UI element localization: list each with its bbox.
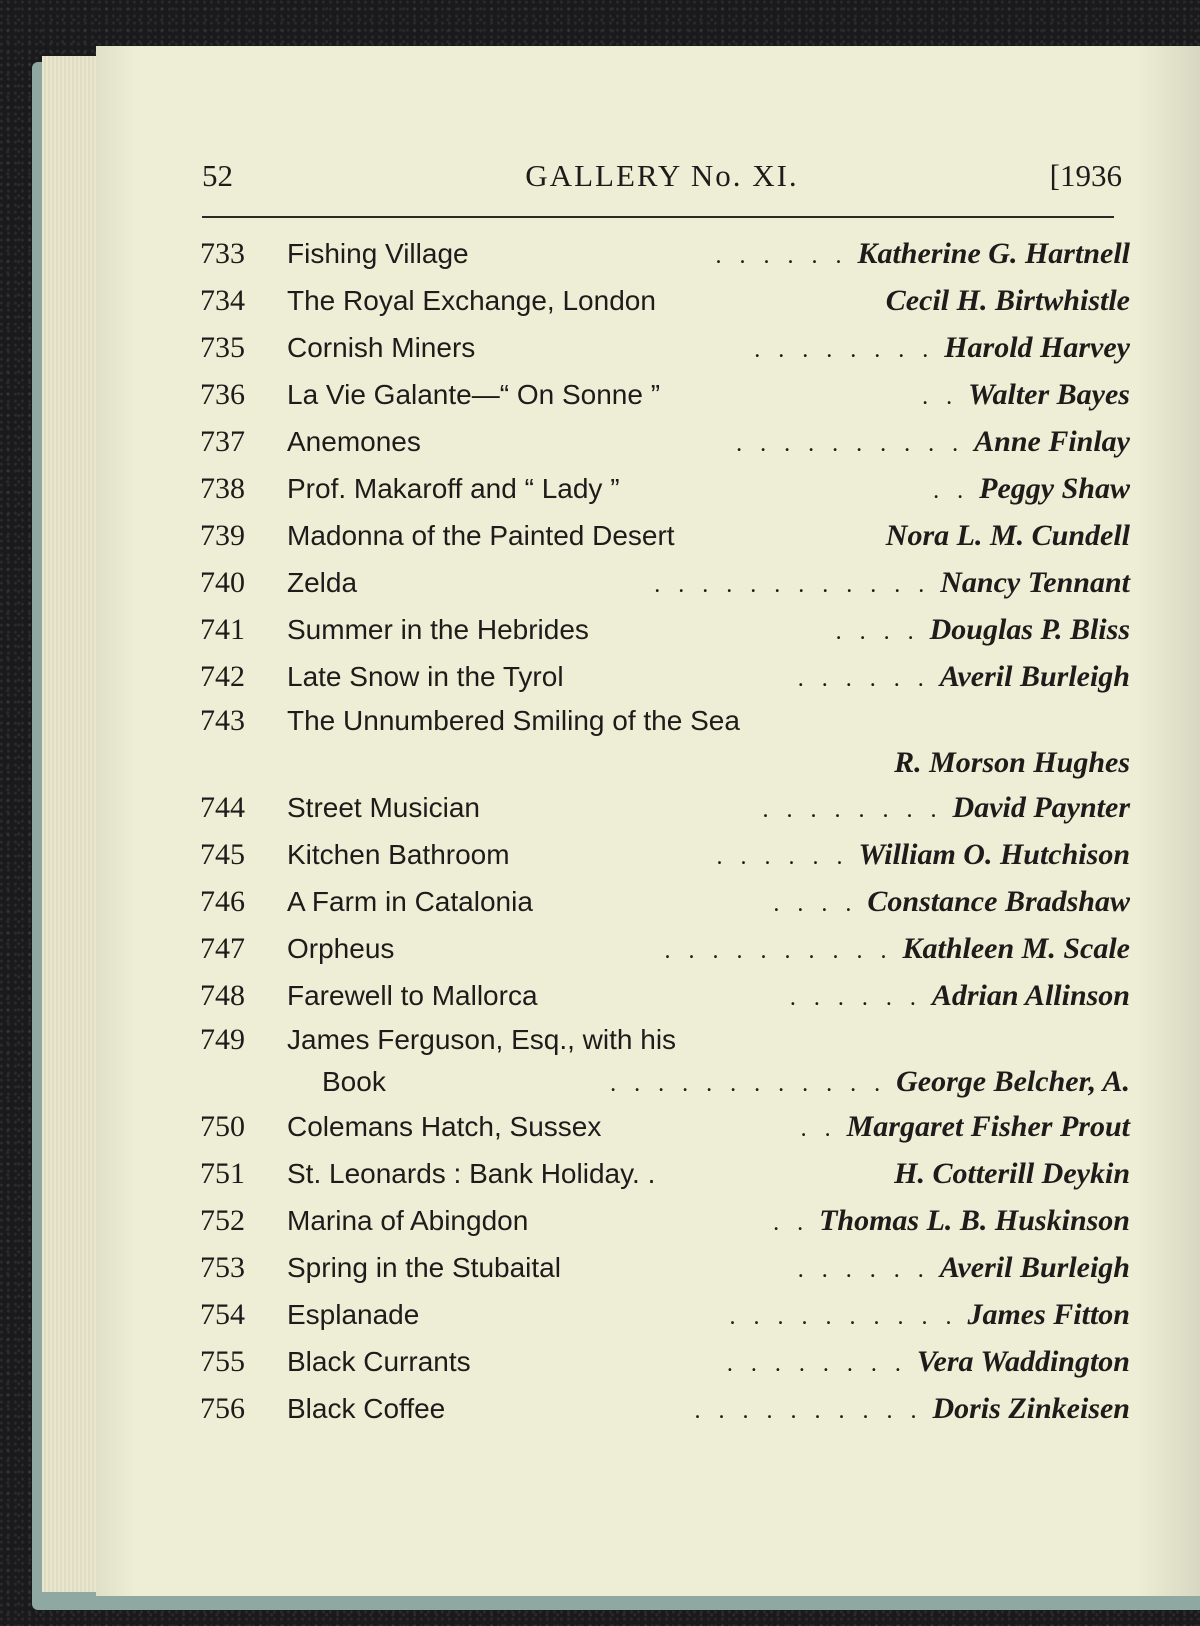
leader-dots: . . . . . . [715,243,848,269]
leader-dots: . . . . . . [716,844,849,870]
leader-dots: . . [800,1116,837,1142]
leader-dots: . . . . . . . . . . [729,1304,958,1330]
entry-artist: Vera Waddington [916,1345,1130,1378]
catalogue-entry [200,1150,1130,1197]
leader-dots: . . . . . . [797,666,930,692]
entry-title: Farewell to Mallorca [287,980,538,1011]
entry-artist: R. Morson Hughes [894,746,1131,779]
entry-artist: James Fitton [967,1298,1130,1331]
entry-number: 735 [200,331,245,364]
catalogue-entry [200,1338,1130,1385]
entry-artist: David Paynter [952,791,1130,824]
entry-title: Zelda [287,567,358,598]
catalogue-entry [200,1291,1130,1338]
entry-title: Black Coffee [287,1393,446,1424]
entry-title: The Unnumbered Smiling of the Sea [287,705,740,736]
catalogue-entry [200,512,1130,559]
leader-dots: . . . . [773,891,858,917]
entry-number: 755 [200,1345,245,1378]
entry-number: 746 [200,885,245,918]
entry-number: 744 [200,791,245,824]
catalogue-entry [200,418,1130,465]
entry-title: Fishing Village [287,238,469,269]
leader-dots: . . [773,1210,810,1236]
entry-title: Late Snow in the Tyrol [287,661,564,692]
catalogue-entry [200,972,1130,1019]
catalogue-entry [200,559,1130,606]
leader-dots: . . [922,384,959,410]
catalogue-entry [200,230,1130,277]
entry-artist: Anne Finlay [974,425,1130,458]
page-number: 52 [202,158,233,193]
entry-title: The Royal Exchange, London [287,285,656,316]
entry-title: Anemones [287,426,421,457]
entry-number: 738 [200,472,245,505]
entry-title: Colemans Hatch, Sussex [287,1111,602,1142]
entry-title: Street Musician [287,792,480,823]
catalogue-entry [200,784,1130,831]
catalogue-entry [200,1244,1130,1291]
entry-artist: Katherine G. Hartnell [857,237,1130,270]
header-rule [202,216,1114,218]
catalogue-entry [200,1385,1130,1432]
leader-dots: . . . . . . . . [754,337,935,363]
entry-artist: Adrian Allinson [931,979,1130,1012]
entry-number: 739 [200,519,245,552]
entry-title: Orpheus [287,933,395,964]
catalogue-page [96,46,1200,1596]
entry-number: 754 [200,1298,245,1331]
catalogue-entry [200,831,1130,878]
page-title: GALLERY No. XI. [525,158,799,193]
entry-title: A Farm in Catalonia [287,886,533,917]
entry-title: Marina of Abingdon [287,1205,529,1236]
entry-title-continued: Book [322,1066,386,1097]
entry-artist: H. Cotterill Deykin [894,1157,1130,1190]
catalogue-entry [200,606,1130,653]
entry-artist: Walter Bayes [968,378,1130,411]
entries-list [200,230,1130,1432]
entry-line-2 [200,1061,1130,1103]
leader-dots: . . . . . . . . [726,1351,907,1377]
entry-artist: Doris Zinkeisen [932,1392,1130,1425]
catalogue-entry [200,324,1130,371]
entry-number: 742 [200,660,245,693]
leader-dots: . . . . . . . . . . [664,938,893,964]
entry-number: 736 [200,378,245,411]
entry-number: 752 [200,1204,245,1237]
catalogue-entry [200,1019,1130,1103]
entry-title: Cornish Miners [287,332,476,363]
entry-title: Black Currants [287,1346,471,1377]
entry-artist: Thomas L. B. Huskinson [819,1204,1130,1237]
entry-number: 753 [200,1251,245,1284]
entry-number: 741 [200,613,245,646]
entry-artist: Averil Burleigh [939,660,1130,693]
entry-title: Prof. Makaroff and “ Lady ” [287,473,620,504]
entry-title: Spring in the Stubaital [287,1252,561,1283]
entry-artist: Nancy Tennant [940,566,1130,599]
catalogue-entry [200,878,1130,925]
catalogue-entry [200,1103,1130,1150]
entry-number: 748 [200,979,245,1012]
entry-number: 756 [200,1392,245,1425]
catalogue-entry [200,277,1130,324]
entry-number: 750 [200,1110,245,1143]
catalogue-entry [200,371,1130,418]
entry-line-1 [200,700,1130,742]
leader-dots: . . . . . . . . [762,797,943,823]
leader-dots: . . . . . . [797,1257,930,1283]
entry-number: 747 [200,932,245,965]
catalogue-entry [200,925,1130,972]
entry-line-2 [200,742,1130,784]
entry-line-1 [200,1019,1130,1061]
entry-title: Summer in the Hebrides [287,614,589,645]
leader-dots: . . . . . . [789,985,922,1011]
entry-number: 740 [200,566,245,599]
entry-number: 751 [200,1157,245,1190]
leader-dots: . . . . . . . . . . . . [610,1071,887,1097]
entry-artist: William O. Hutchison [858,838,1130,871]
entry-artist: Nora L. M. Cundell [885,519,1130,552]
leader-dots: . . [933,478,970,504]
entry-artist: Kathleen M. Scale [902,932,1130,965]
catalogue-entry [200,653,1130,700]
entry-title: Esplanade [287,1299,420,1330]
catalogue-entry [200,700,1130,784]
catalogue-entry [200,1197,1130,1244]
leader-dots: . . . . . . . . . . [736,431,965,457]
entry-artist: Harold Harvey [944,331,1130,364]
catalogue-entry [200,465,1130,512]
entry-number: 745 [200,838,245,871]
entry-title: Madonna of the Painted Desert [287,520,675,551]
entry-artist: Constance Bradshaw [867,885,1130,918]
entry-artist: Peggy Shaw [979,472,1130,505]
entry-artist: George Belcher, A. [896,1065,1130,1098]
entry-number: 734 [200,284,245,317]
entry-number: 749 [200,1023,245,1056]
entry-artist: Cecil H. Birtwhistle [885,284,1130,317]
page-year: [1936 [1049,158,1122,193]
entry-artist: Margaret Fisher Prout [846,1110,1130,1143]
entry-title: James Ferguson, Esq., with his [287,1024,677,1055]
entry-artist: Douglas P. Bliss [929,613,1130,646]
entry-title: St. Leonards : Bank Holiday. . [287,1158,656,1189]
entry-number: 733 [200,237,245,270]
entry-number: 743 [200,704,245,737]
leader-dots: . . . . . . . . . . . . [654,572,931,598]
page-header [202,158,1122,208]
leader-dots: . . . . [835,619,920,645]
entry-artist: Averil Burleigh [939,1251,1130,1284]
entry-title: La Vie Galante—“ On Sonne ” [287,379,661,410]
entry-title: Kitchen Bathroom [287,839,510,870]
entry-number: 737 [200,425,245,458]
leader-dots: . . . . . . . . . . [694,1398,923,1424]
